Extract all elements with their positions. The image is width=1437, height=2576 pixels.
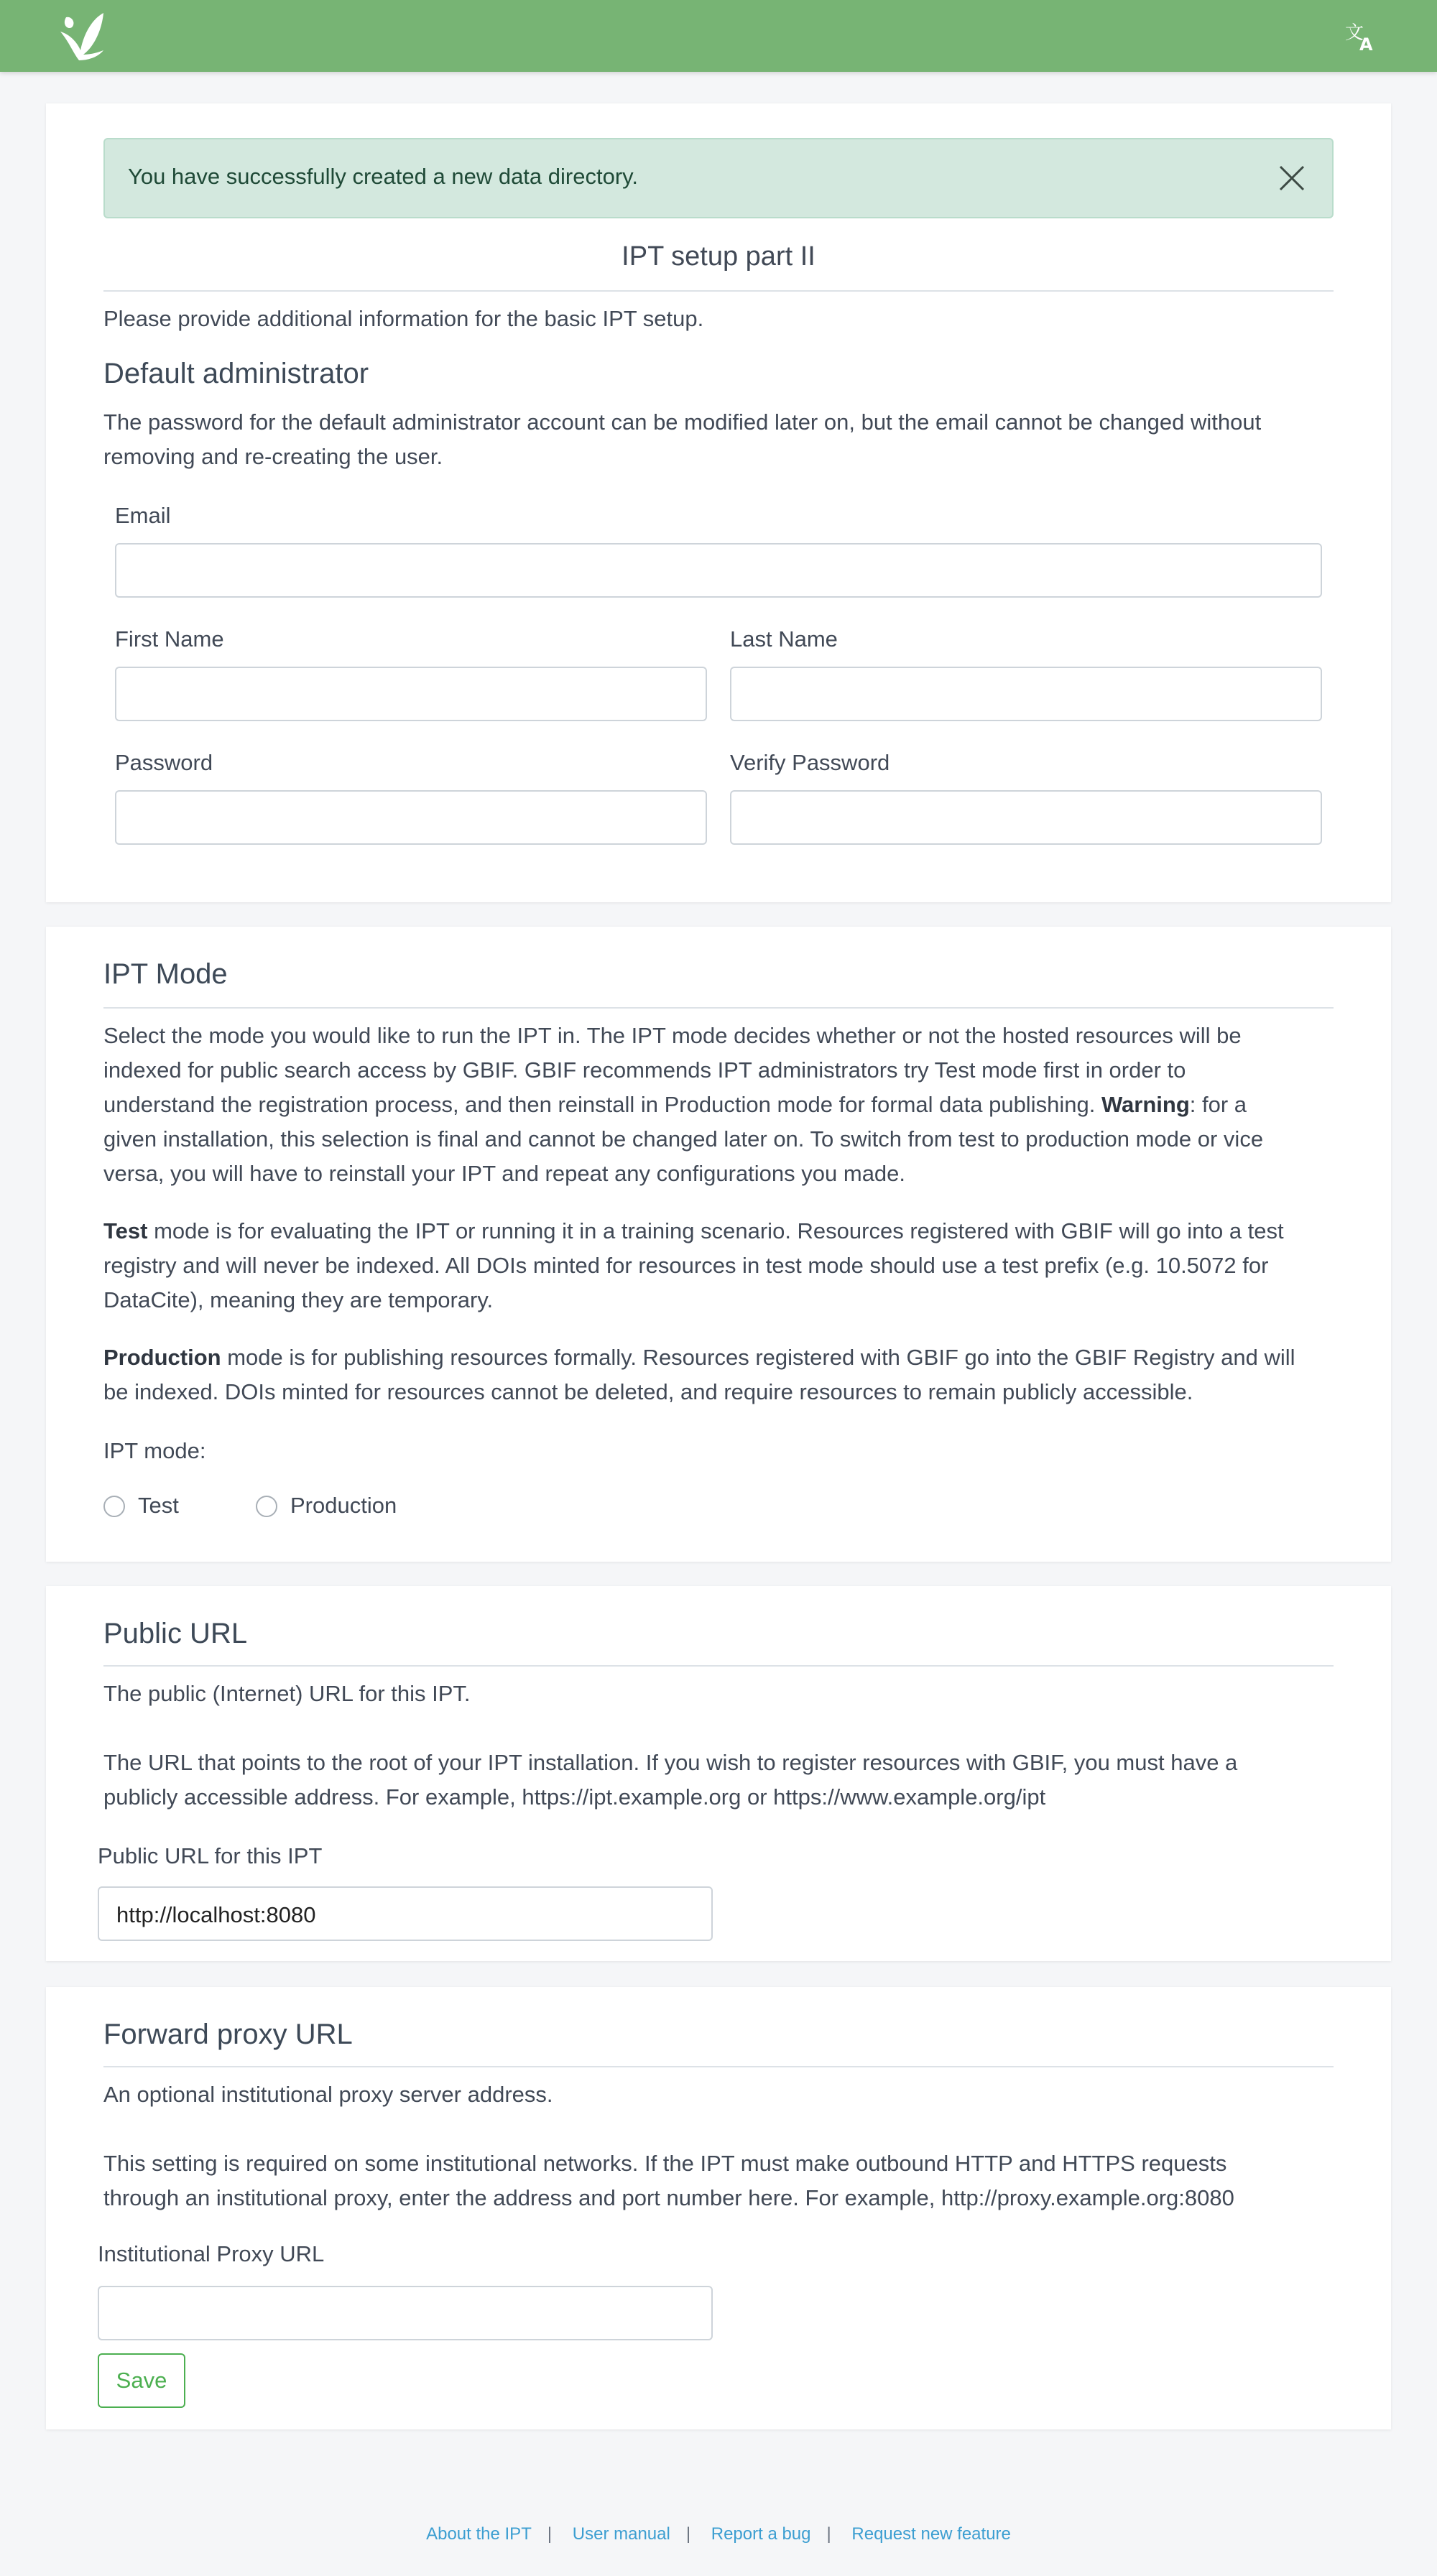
first-name-label: First Name [115, 626, 224, 652]
footer-link-manual[interactable]: User manual [572, 2524, 670, 2544]
page-title: IPT setup part II [622, 241, 815, 272]
verify-password-label: Verify Password [730, 750, 890, 775]
setup-card [46, 103, 1391, 902]
gbif-leaf-icon[interactable] [52, 10, 109, 62]
last-name-label: Last Name [730, 626, 838, 652]
divider [103, 290, 1334, 292]
public-url-description: The public (Internet) URL for this IPT. [103, 1681, 471, 1706]
radio-production-label[interactable]: Production [290, 1493, 397, 1518]
email-field[interactable] [115, 543, 1322, 598]
mode-description: Select the mode you would like to run the IPT in. The IPT mode decides whether or not the hosted resources will be indexed for public search access by GBIF. GBIF recommends IPT administrators try Test mode first in order to understand the registration process, and then reinstall in Production mode for formal data publishing. Warning: for a given installation, this selection is final and cannot be changed later on. To switch from test to production mode or vice versa, you will have to reinstall your IPT and repeat any configurations you made. [103, 1023, 1264, 1186]
public-url-help: The URL that points to the root of your IPT installation. If you wish to register resources with GBIF, you must have a publicly accessible address. For example, https://ipt.example.org or https://www.example.org/ipt [103, 1750, 1238, 1810]
ipt-mode-card [46, 927, 1391, 1562]
footer-link-feature[interactable]: Request new feature [851, 2524, 1011, 2544]
close-icon[interactable] [1277, 164, 1306, 193]
public-url-input[interactable] [98, 1886, 713, 1941]
footer-link-about[interactable]: About the IPT [426, 2524, 532, 2544]
test-mode-description: Test mode is for evaluating the IPT or running it in a training scenario. Resources registered with GBIF will go into a test registry and will never be indexed. All DOIs minted for resources in test mode should use a test prefix (e.g. 10.5072 for DataCite), meaning they are temporary. [103, 1218, 1284, 1312]
radio-test-label[interactable]: Test [138, 1493, 179, 1518]
proxy-description: An optional institutional proxy server address. [103, 2082, 553, 2107]
admin-description: The password for the default administrator account can be modified later on, but the email cannot be changed without removing and re-creating the user. [103, 409, 1262, 469]
divider [103, 1665, 1334, 1667]
public-url-card [46, 1586, 1391, 1961]
svg-text:文: 文 [1345, 22, 1364, 44]
public-url-heading: Public URL [103, 1618, 248, 1649]
email-label: Email [115, 503, 171, 528]
translate-icon[interactable] [1344, 19, 1378, 53]
password-field[interactable] [115, 790, 707, 845]
production-mode-description: Production mode is for publishing resources formally. Resources registered with GBIF go into the GBIF Registry and will be indexed. DOIs minted for resources cannot be deleted, and require resources to remain publicly accessible. [103, 1345, 1295, 1404]
password-label: Password [115, 750, 213, 775]
top-navbar [0, 0, 1437, 72]
proxy-heading: Forward proxy URL [103, 2019, 353, 2050]
svg-text:A: A [1359, 34, 1373, 53]
save-button[interactable]: Save [98, 2353, 185, 2408]
public-url-label: Public URL for this IPT [98, 1843, 323, 1868]
first-name-field[interactable] [115, 667, 707, 721]
radio-production[interactable] [256, 1496, 277, 1517]
verify-password-field[interactable] [730, 790, 1322, 845]
divider [103, 1007, 1334, 1009]
proxy-help: This setting is required on some institutional networks. If the IPT must make outbound HTTP and HTTPS requests through an institutional proxy, enter the address and port number here. For example, http://proxy.example.org:8080 [103, 2151, 1234, 2210]
footer-link-bug[interactable]: Report a bug [711, 2524, 811, 2544]
alert-message: You have successfully created a new data directory. [128, 164, 638, 189]
proxy-url-label: Institutional Proxy URL [98, 2241, 325, 2266]
divider [103, 2066, 1334, 2067]
footer-links: About the IPT | User manual | Report a bug | Request new feature [426, 2524, 1011, 2544]
proxy-url-input[interactable] [98, 2286, 713, 2340]
last-name-field[interactable] [730, 667, 1322, 721]
setup-intro: Please provide additional information for the basic IPT setup. [103, 306, 704, 331]
mode-heading: IPT Mode [103, 958, 228, 990]
success-alert [103, 138, 1334, 218]
radio-test[interactable] [103, 1496, 125, 1517]
admin-heading: Default administrator [103, 358, 369, 389]
public-url-value: http://localhost:8080 [116, 1902, 316, 1927]
mode-label: IPT mode: [103, 1438, 206, 1463]
proxy-card [46, 1987, 1391, 2429]
